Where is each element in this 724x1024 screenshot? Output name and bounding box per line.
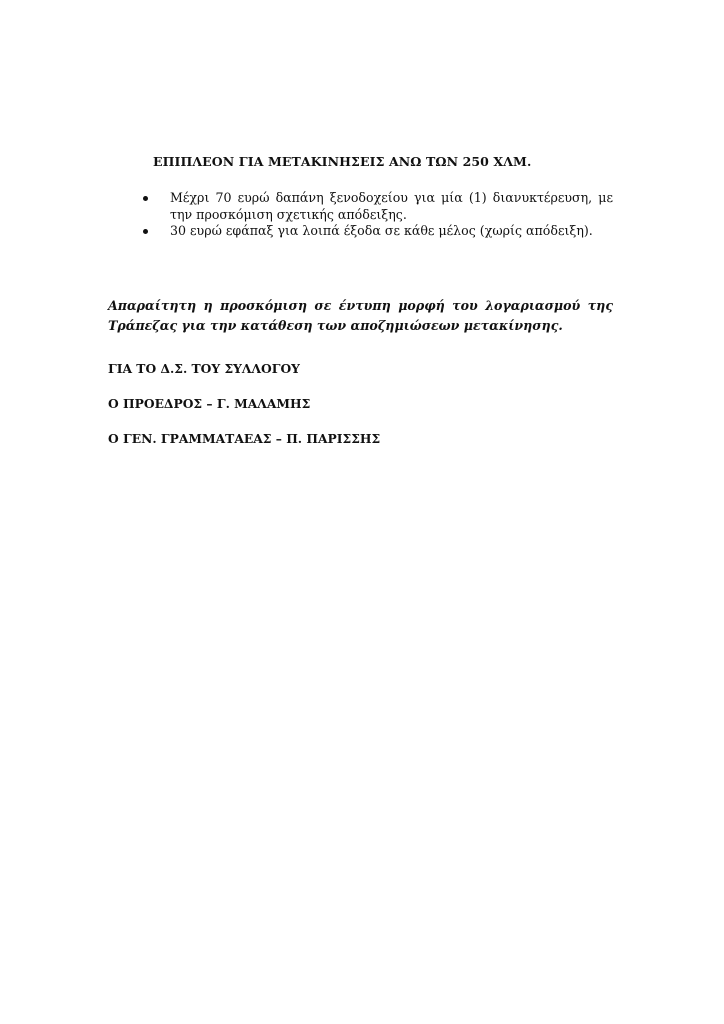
secretary-signature-line: Ο ΓΕΝ. ΓΡΑΜΜΑΤΑΕΑΣ – Π. ΠΑΡΙΣΣΗΣ	[108, 431, 381, 446]
bullet-icon	[143, 196, 148, 201]
section-heading: ΕΠΙΠΛΕΟΝ ΓΙΑ ΜΕΤΑΚΙΝΗΣΕΙΣ ΑΝΩ ΤΩΝ 250 ΧΛΜ.	[153, 154, 532, 169]
bullet-text: 30 ευρώ εφάπαξ για λοιπά έξοδα σε κάθε μέλος (χωρίς απόδειξη).	[170, 223, 593, 238]
bullet-text: Μέχρι 70 ευρώ δαπάνη ξενοδοχείου για μία (1) διανυκτέρευση, με την προσκόμιση σχετικής απόδειξης.	[170, 190, 613, 222]
board-signature-line: ΓΙΑ ΤΟ Δ.Σ. ΤΟΥ ΣΥΛΛΟΓΟΥ	[108, 361, 300, 376]
list-item	[143, 223, 613, 240]
president-signature-line: Ο ΠΡΟΕΔΡΟΣ – Γ. ΜΑΛΑΜΗΣ	[108, 396, 311, 411]
bullet-icon	[143, 229, 148, 234]
bullet-list	[143, 190, 613, 240]
bank-account-note: Απαραίτητη η προσκόμιση σε έντυπη μορφή του λογαριασμού της Τράπεζας για την κατάθεση των αποζημιώσεων μετακίνησης.	[108, 298, 613, 333]
list-item	[143, 190, 613, 223]
